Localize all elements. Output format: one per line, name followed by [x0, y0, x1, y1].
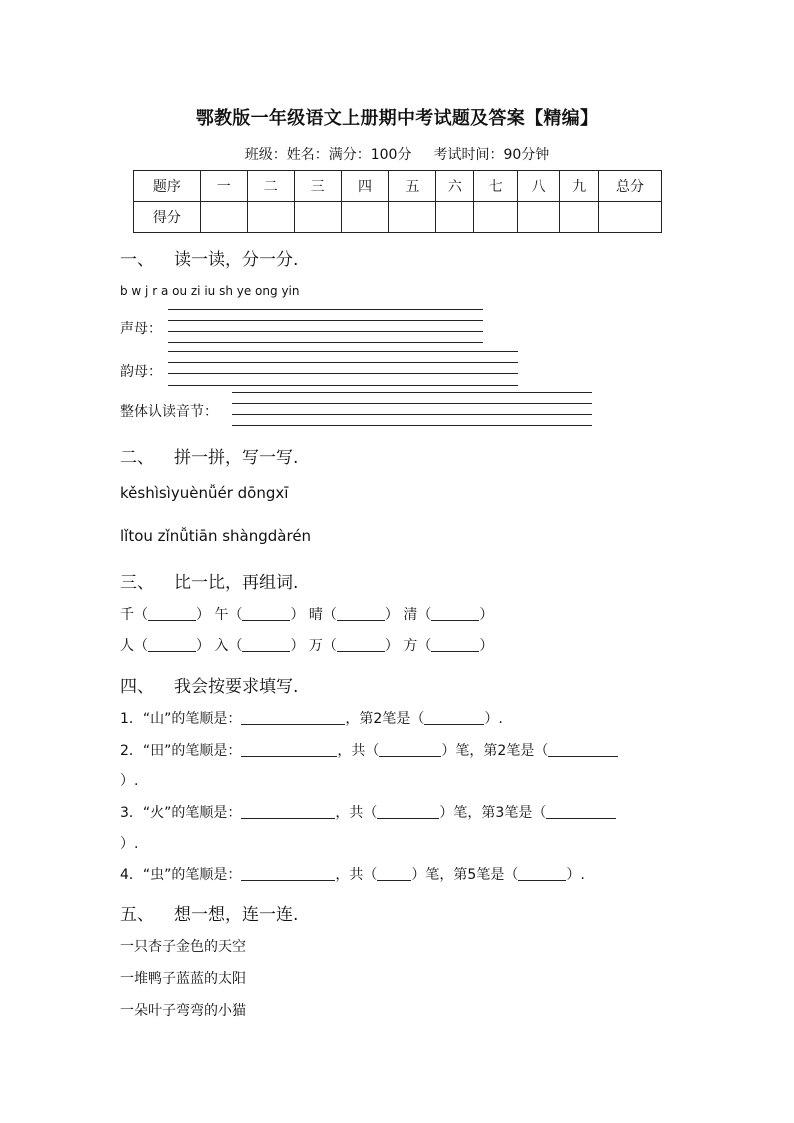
character: 晴 — [308, 607, 323, 623]
score-header-cell: 四 — [341, 171, 389, 202]
answer-blank[interactable] — [377, 866, 411, 881]
score-header-cell: 一 — [200, 171, 247, 202]
question-text: ，共（ — [335, 805, 378, 821]
word-blank[interactable] — [337, 606, 385, 621]
word-blank[interactable] — [242, 637, 290, 652]
question-text: ）笔，第2笔是（ — [441, 743, 549, 759]
answer-line[interactable] — [168, 342, 483, 343]
question-text: ）. — [566, 867, 585, 883]
pinyin-line: lǐtou zǐnǚtiān shàngdàrén — [120, 527, 312, 545]
word-blank[interactable] — [148, 637, 196, 652]
answer-blank[interactable] — [377, 804, 439, 819]
score-table-score-row — [134, 202, 662, 233]
question-2 — [120, 740, 618, 760]
character: 万 — [308, 638, 323, 654]
section-5-heading — [120, 900, 298, 925]
question-text: ）. — [484, 711, 503, 727]
score-cell[interactable] — [518, 202, 560, 233]
match-item[interactable]: 一朵叶子弯弯的小猫 — [120, 1003, 246, 1019]
score-header-cell: 七 — [474, 171, 518, 202]
question-text: ，共（ — [337, 743, 380, 759]
word-blank[interactable] — [431, 637, 479, 652]
match-item[interactable]: 一堆鸭子蓝蓝的太阳 — [120, 971, 246, 987]
section-title: 我会按要求填写. — [174, 677, 299, 697]
score-header-cell: 三 — [294, 171, 341, 202]
section-title: 比一比，再组词. — [174, 573, 299, 593]
score-cell[interactable] — [436, 202, 474, 233]
score-cell[interactable] — [389, 202, 436, 233]
page-title: 鄂教版一年级语文上册期中考试题及答案【精编】 — [195, 108, 599, 129]
yunmu-label: 韵母： — [120, 364, 162, 380]
score-cell[interactable] — [247, 202, 294, 233]
answer-line[interactable] — [168, 362, 518, 363]
answer-line[interactable] — [168, 309, 483, 310]
character: 清 — [403, 607, 418, 623]
character: 入 — [214, 638, 229, 654]
section-number: 一、 — [120, 250, 154, 270]
score-cell[interactable] — [341, 202, 389, 233]
stroke-order-blank[interactable] — [241, 804, 335, 819]
question-text: 4．“虫”的笔顺是： — [120, 867, 242, 883]
word-blank[interactable] — [148, 606, 196, 621]
question-3-end: ）. — [120, 836, 139, 852]
section-4-heading — [120, 672, 298, 697]
answer-blank[interactable] — [379, 742, 441, 757]
word-blank[interactable] — [337, 637, 385, 652]
section-title: 拼一拼，写一写. — [174, 448, 299, 468]
exam-time-label: 考试时间：90分钟 — [433, 147, 550, 163]
word-compare-row: 人（ ） 入（ ） 万（ ） 方（ ） — [120, 638, 494, 654]
section-number: 三、 — [120, 573, 154, 593]
section-3-heading — [120, 568, 298, 593]
shengmu-label: 声母： — [120, 321, 162, 337]
answer-line[interactable] — [232, 392, 592, 393]
question-text: 3．“火”的笔顺是： — [120, 805, 242, 821]
section-number: 五、 — [120, 905, 154, 925]
stroke-order-blank[interactable] — [241, 866, 335, 881]
answer-line[interactable] — [232, 425, 592, 426]
question-text: ，共（ — [335, 867, 378, 883]
answer-line[interactable] — [168, 320, 483, 321]
score-cell[interactable] — [200, 202, 247, 233]
word-blank[interactable] — [242, 606, 290, 621]
section-number: 二、 — [120, 448, 154, 468]
word-compare-row: 千（ ） 午（ ） 晴（ ） 清（ ） — [120, 607, 494, 623]
section-2-heading — [120, 443, 298, 468]
score-table — [133, 170, 662, 233]
answer-line[interactable] — [168, 385, 518, 386]
question-text: ）笔，第3笔是（ — [439, 805, 547, 821]
score-header-cell: 八 — [518, 171, 560, 202]
section-title: 想一想，连一连. — [174, 905, 299, 925]
answer-line[interactable] — [232, 403, 592, 404]
score-header-cell: 五 — [389, 171, 436, 202]
class-name-score-label: 班级：姓名：满分：100分 — [244, 147, 412, 163]
character: 人 — [120, 638, 134, 654]
stroke-order-blank[interactable] — [241, 710, 345, 725]
answer-blank[interactable] — [548, 742, 618, 757]
answer-line[interactable] — [168, 373, 518, 374]
answer-line[interactable] — [168, 331, 483, 332]
match-item[interactable]: 一只杏子金色的天空 — [120, 939, 246, 955]
answer-blank[interactable] — [518, 866, 566, 881]
score-table-header-row — [134, 171, 662, 202]
question-4 — [120, 864, 585, 884]
pinyin-letter-list: b w j r a ou zi iu sh ye ong yin — [120, 284, 300, 298]
question-text: 2．“田”的笔顺是： — [120, 743, 242, 759]
stroke-order-blank[interactable] — [241, 742, 337, 757]
word-blank[interactable] — [431, 606, 479, 621]
score-header-cell: 总分 — [599, 171, 662, 202]
score-header-cell: 六 — [436, 171, 474, 202]
score-row-label: 得分 — [134, 202, 201, 233]
score-cell[interactable] — [474, 202, 518, 233]
character: 方 — [403, 638, 418, 654]
answer-line[interactable] — [232, 414, 592, 415]
question-3 — [120, 802, 616, 822]
section-number: 四、 — [120, 677, 154, 697]
answer-blank[interactable] — [424, 710, 484, 725]
character: 午 — [214, 607, 229, 623]
question-1 — [120, 708, 503, 728]
score-header-cell: 题序 — [134, 171, 201, 202]
score-cell[interactable] — [599, 202, 662, 233]
answer-line[interactable] — [168, 351, 518, 352]
score-cell[interactable] — [294, 202, 341, 233]
section-title: 读一读，分一分. — [174, 250, 299, 270]
zhengti-label: 整体认读音节： — [120, 404, 218, 420]
question-2-end: ）. — [120, 773, 139, 789]
answer-blank[interactable] — [546, 804, 616, 819]
score-header-cell: 九 — [560, 171, 599, 202]
score-header-cell: 二 — [247, 171, 294, 202]
question-text: 1．“山”的笔顺是： — [120, 711, 242, 727]
pinyin-line: kěshìsìyuènǚér dōngxī — [120, 484, 289, 502]
character: 千 — [120, 607, 134, 623]
exam-info — [0, 144, 794, 164]
question-text: ，第2笔是（ — [345, 711, 425, 727]
section-1-heading — [120, 245, 298, 270]
score-cell[interactable] — [560, 202, 599, 233]
question-text: ）笔，第5笔是（ — [411, 867, 519, 883]
